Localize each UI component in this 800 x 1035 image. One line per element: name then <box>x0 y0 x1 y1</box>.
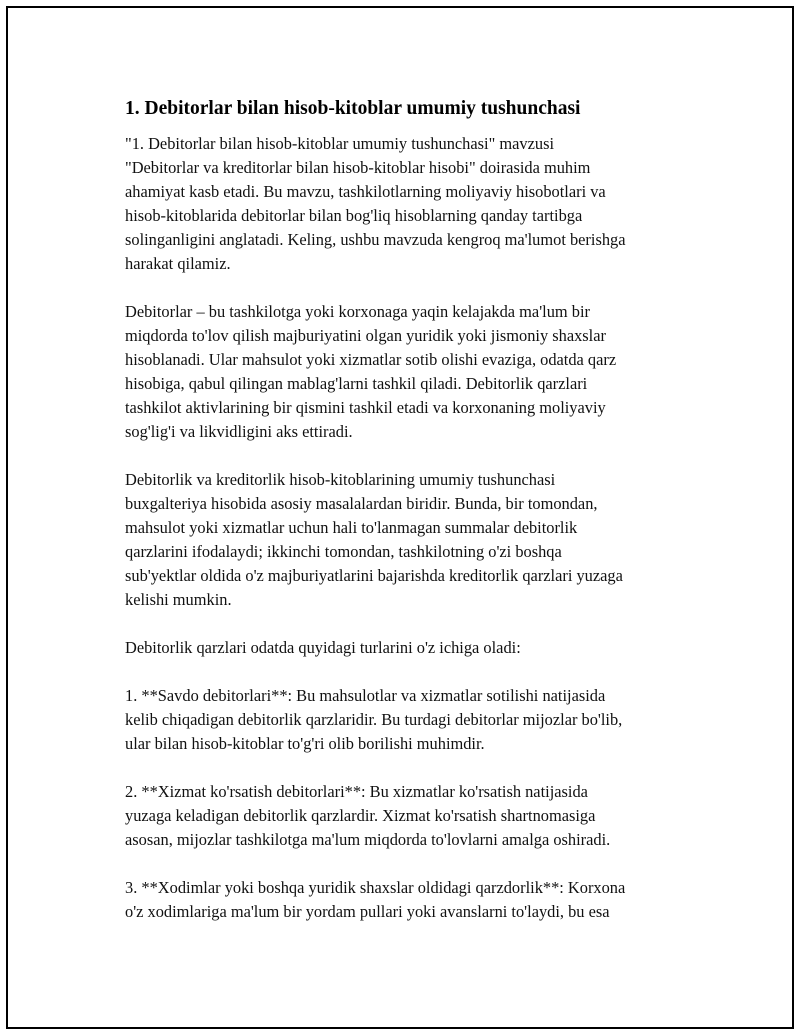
paragraph-debitors-definition <box>125 300 698 444</box>
text-line: buxgalteriya hisobida asosiy masalalardan biridir. Bunda, bir tomondan, <box>125 494 598 513</box>
paragraph-general-concept <box>125 468 698 612</box>
text-line: yuzaga keladigan debitorlik qarzlardir. Xizmat ko'rsatish shartnomasiga <box>125 806 596 825</box>
text-line: kelishi mumkin. <box>125 590 232 609</box>
document-title: 1. Debitorlar bilan hisob-kitoblar umumiy tushunchasi <box>125 98 581 119</box>
text-line: 2. **Xizmat ko'rsatish debitorlari**: Bu xizmatlar ko'rsatish natijasida <box>125 782 588 801</box>
text-line: mahsulot yoki xizmatlar uchun hali to'lanmagan summalar debitorlik <box>125 518 578 537</box>
text-line: solinganligini anglatadi. Keling, ushbu mavzuda kengroq ma'lumot berishga <box>125 230 626 249</box>
text-line: miqdorda to'lov qilish majburiyatini olgan yuridik yoki jismoniy shaxslar <box>125 326 606 345</box>
text-line: hisoblanadi. Ular mahsulot yoki xizmatlar sotib olishi evaziga, odatda qarz <box>125 350 617 369</box>
page-frame <box>6 6 794 1029</box>
text-line: ahamiyat kasb etadi. Bu mavzu, tashkilotlarning moliyaviy hisobotlari va <box>125 182 606 201</box>
text-line: hisob-kitoblarida debitorlar bilan bog'liq hisoblarning qanday tartibga <box>125 206 583 225</box>
text-line: Debitorlar – bu tashkilotga yoki korxonaga yaqin kelajakda ma'lum bir <box>125 302 590 321</box>
text-line: qarzlarini ifodalaydi; ikkinchi tomondan, tashkilotning o'zi boshqa <box>125 542 562 561</box>
text-line: "Debitorlar va kreditorlar bilan hisob-kitoblar hisobi" doirasida muhim <box>125 158 591 177</box>
text-line: 3. **Xodimlar yoki boshqa yuridik shaxslar oldidagi qarzdorlik**: Korxona <box>125 878 626 897</box>
list-item-trade-debitors <box>125 684 698 756</box>
text-line: sog'lig'i va likvidligini aks ettiradi. <box>125 422 353 441</box>
paragraph-types-intro <box>125 636 698 660</box>
text-line: "1. Debitorlar bilan hisob-kitoblar umumiy tushunchasi" mavzusi <box>125 134 554 153</box>
text-line: harakat qilamiz. <box>125 254 231 273</box>
list-item-employee-debts <box>125 876 698 924</box>
text-line: Debitorlik qarzlari odatda quyidagi turlarini o'z ichiga oladi: <box>125 638 521 657</box>
text-line: kelib chiqadigan debitorlik qarzlaridir. Bu turdagi debitorlar mijozlar bo'lib, <box>125 710 623 729</box>
text-line: ular bilan hisob-kitoblar to'g'ri olib borilishi muhimdir. <box>125 734 485 753</box>
text-line: 1. **Savdo debitorlari**: Bu mahsulotlar va xizmatlar sotilishi natijasida <box>125 686 606 705</box>
text-line: hisobiga, qabul qilingan mablag'larni tashkil qiladi. Debitorlik qarzlari <box>125 374 588 393</box>
text-line: asosan, mijozlar tashkilotga ma'lum miqdorda to'lovlarni amalga oshiradi. <box>125 830 611 849</box>
document-body <box>118 96 698 948</box>
text-line: tashkilot aktivlarining bir qismini tashkil etadi va korxonaning moliyaviy <box>125 398 606 417</box>
paragraph-intro <box>125 132 698 276</box>
list-item-service-debitors <box>125 780 698 852</box>
text-line: Debitorlik va kreditorlik hisob-kitoblarining umumiy tushunchasi <box>125 470 556 489</box>
text-line: o'z xodimlariga ma'lum bir yordam pullari yoki avanslarni to'laydi, bu esa <box>125 902 610 921</box>
text-line: sub'yektlar oldida o'z majburiyatlarini bajarishda kreditorlik qarzlari yuzaga <box>125 566 623 585</box>
